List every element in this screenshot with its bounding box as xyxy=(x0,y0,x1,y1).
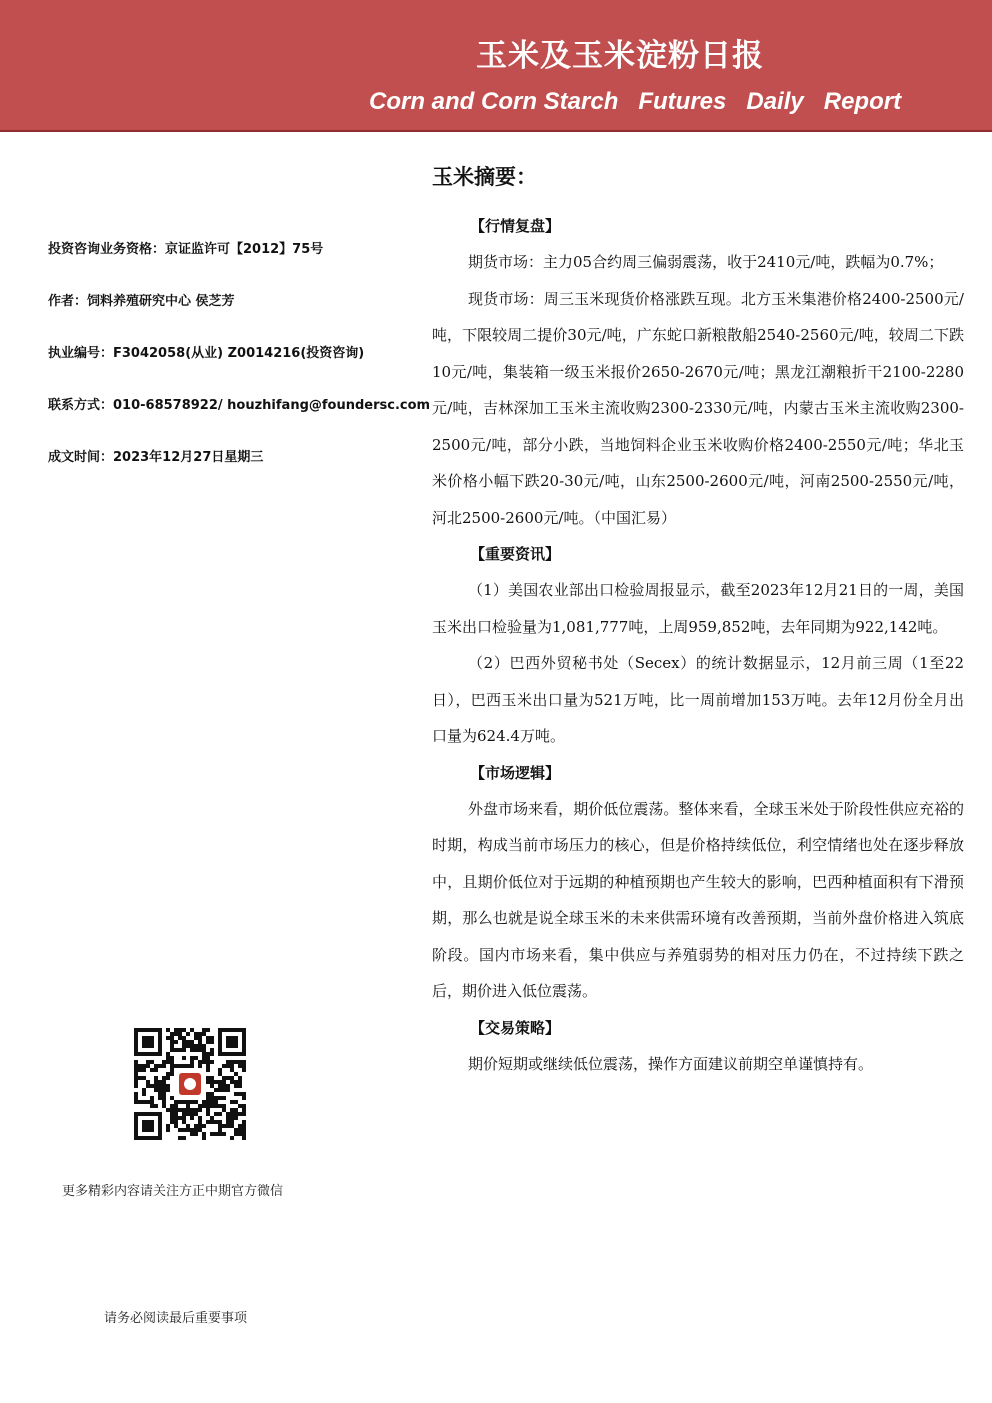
footer-disclaimer: 请务必阅读最后重要事项 xyxy=(104,1311,248,1326)
registration-number: 执业编号：F3042058(从业) Z0014216(投资咨询) xyxy=(48,346,365,361)
contact-info[interactable]: 联系方式：010-68578922/ houzhifang@foundersc.com xyxy=(48,398,431,413)
spot-market-paragraph: 现货市场：周三玉米现货价格涨跌互现。北方玉米集港价格2400-2500元/吨，下限较周二提价30元/吨，广东蛇口新粮散船2540-2560元/吨，较周二下跌10元/吨，集装箱一级玉米报价2650-2670元/吨；黑龙江潮粮折干2100-2280元/吨，吉林深加工玉米主流收购2300-2330元/吨，内蒙古玉米主流收购2300-2500元/吨，部分小跌，当地饲料企业玉米收购价格2400-2550元/吨；华北玉米价格小幅下跌20-30元/吨，山东2500-2600元/吨，河南2500-2550元/吨，河北2500-2600元/吨。（中国汇易） xyxy=(432,289,964,527)
author-line: 作者：饲料养殖研究中心 侯芝芳 xyxy=(48,294,235,309)
market-logic-paragraph: 外盘市场来看，期价低位震荡。整体来看，全球玉米处于阶段性供应充裕的时期，构成当前市场压力的核心，但是价格持续低位，利空情绪也处在逐步释放中，且期价低位对于远期的种植预期也产生较大的影响，巴西种植面积有下滑预期，那么也就是说全球玉米的未来供需环境有改善预期，当前外盘价格进入筑底阶段。国内市场来看，集中供应与养殖弱势的相对压力仍在，不过持续下跌之后，期价进入低位震荡。 xyxy=(432,799,964,1000)
futures-market-paragraph: 期货市场：主力05合约周三偏弱震荡，收于2410元/吨，跌幅为0.7%； xyxy=(468,253,944,271)
news-paragraph-brazil: （2）巴西外贸秘书处（Secex）的统计数据显示，12月前三周（1至22日），巴西玉米出口量为521万吨，比一周前增加153万吨。去年12月份全月出口量为624.4万吨。 xyxy=(432,654,964,745)
publish-date: 成文时间：2023年12月27日星期三 xyxy=(48,450,264,465)
report-title-cn: 玉米及玉米淀粉日报 xyxy=(476,38,764,74)
summary-title: 玉米摘要： xyxy=(432,165,537,189)
section-news-heading: 【重要资讯】 xyxy=(470,545,561,563)
report-title-en: Corn and Corn Starch Futures Daily Report xyxy=(369,88,902,115)
strategy-paragraph: 期价短期或继续低位震荡，操作方面建议前期空单谨慎持有。 xyxy=(468,1054,874,1073)
section-strategy-heading: 【交易策略】 xyxy=(470,1018,561,1037)
header-banner xyxy=(0,0,992,132)
wechat-qr-code xyxy=(134,1028,246,1140)
news-paragraph-usda: （1）美国农业部出口检验周报显示，截至2023年12月21日的一周，美国玉米出口检验量为1,081,777吨，上周959,852吨，去年同期为922,142吨。 xyxy=(432,581,964,636)
license-info: 投资咨询业务资格：京证监许可【2012】75号 xyxy=(48,242,324,257)
author-info xyxy=(48,240,431,500)
qr-caption: 更多精彩内容请关注方正中期官方微信 xyxy=(62,1184,284,1199)
section-market-review-heading: 【行情复盘】 xyxy=(470,217,561,235)
corn-summary xyxy=(432,160,964,1082)
section-logic-heading: 【市场逻辑】 xyxy=(470,763,561,782)
